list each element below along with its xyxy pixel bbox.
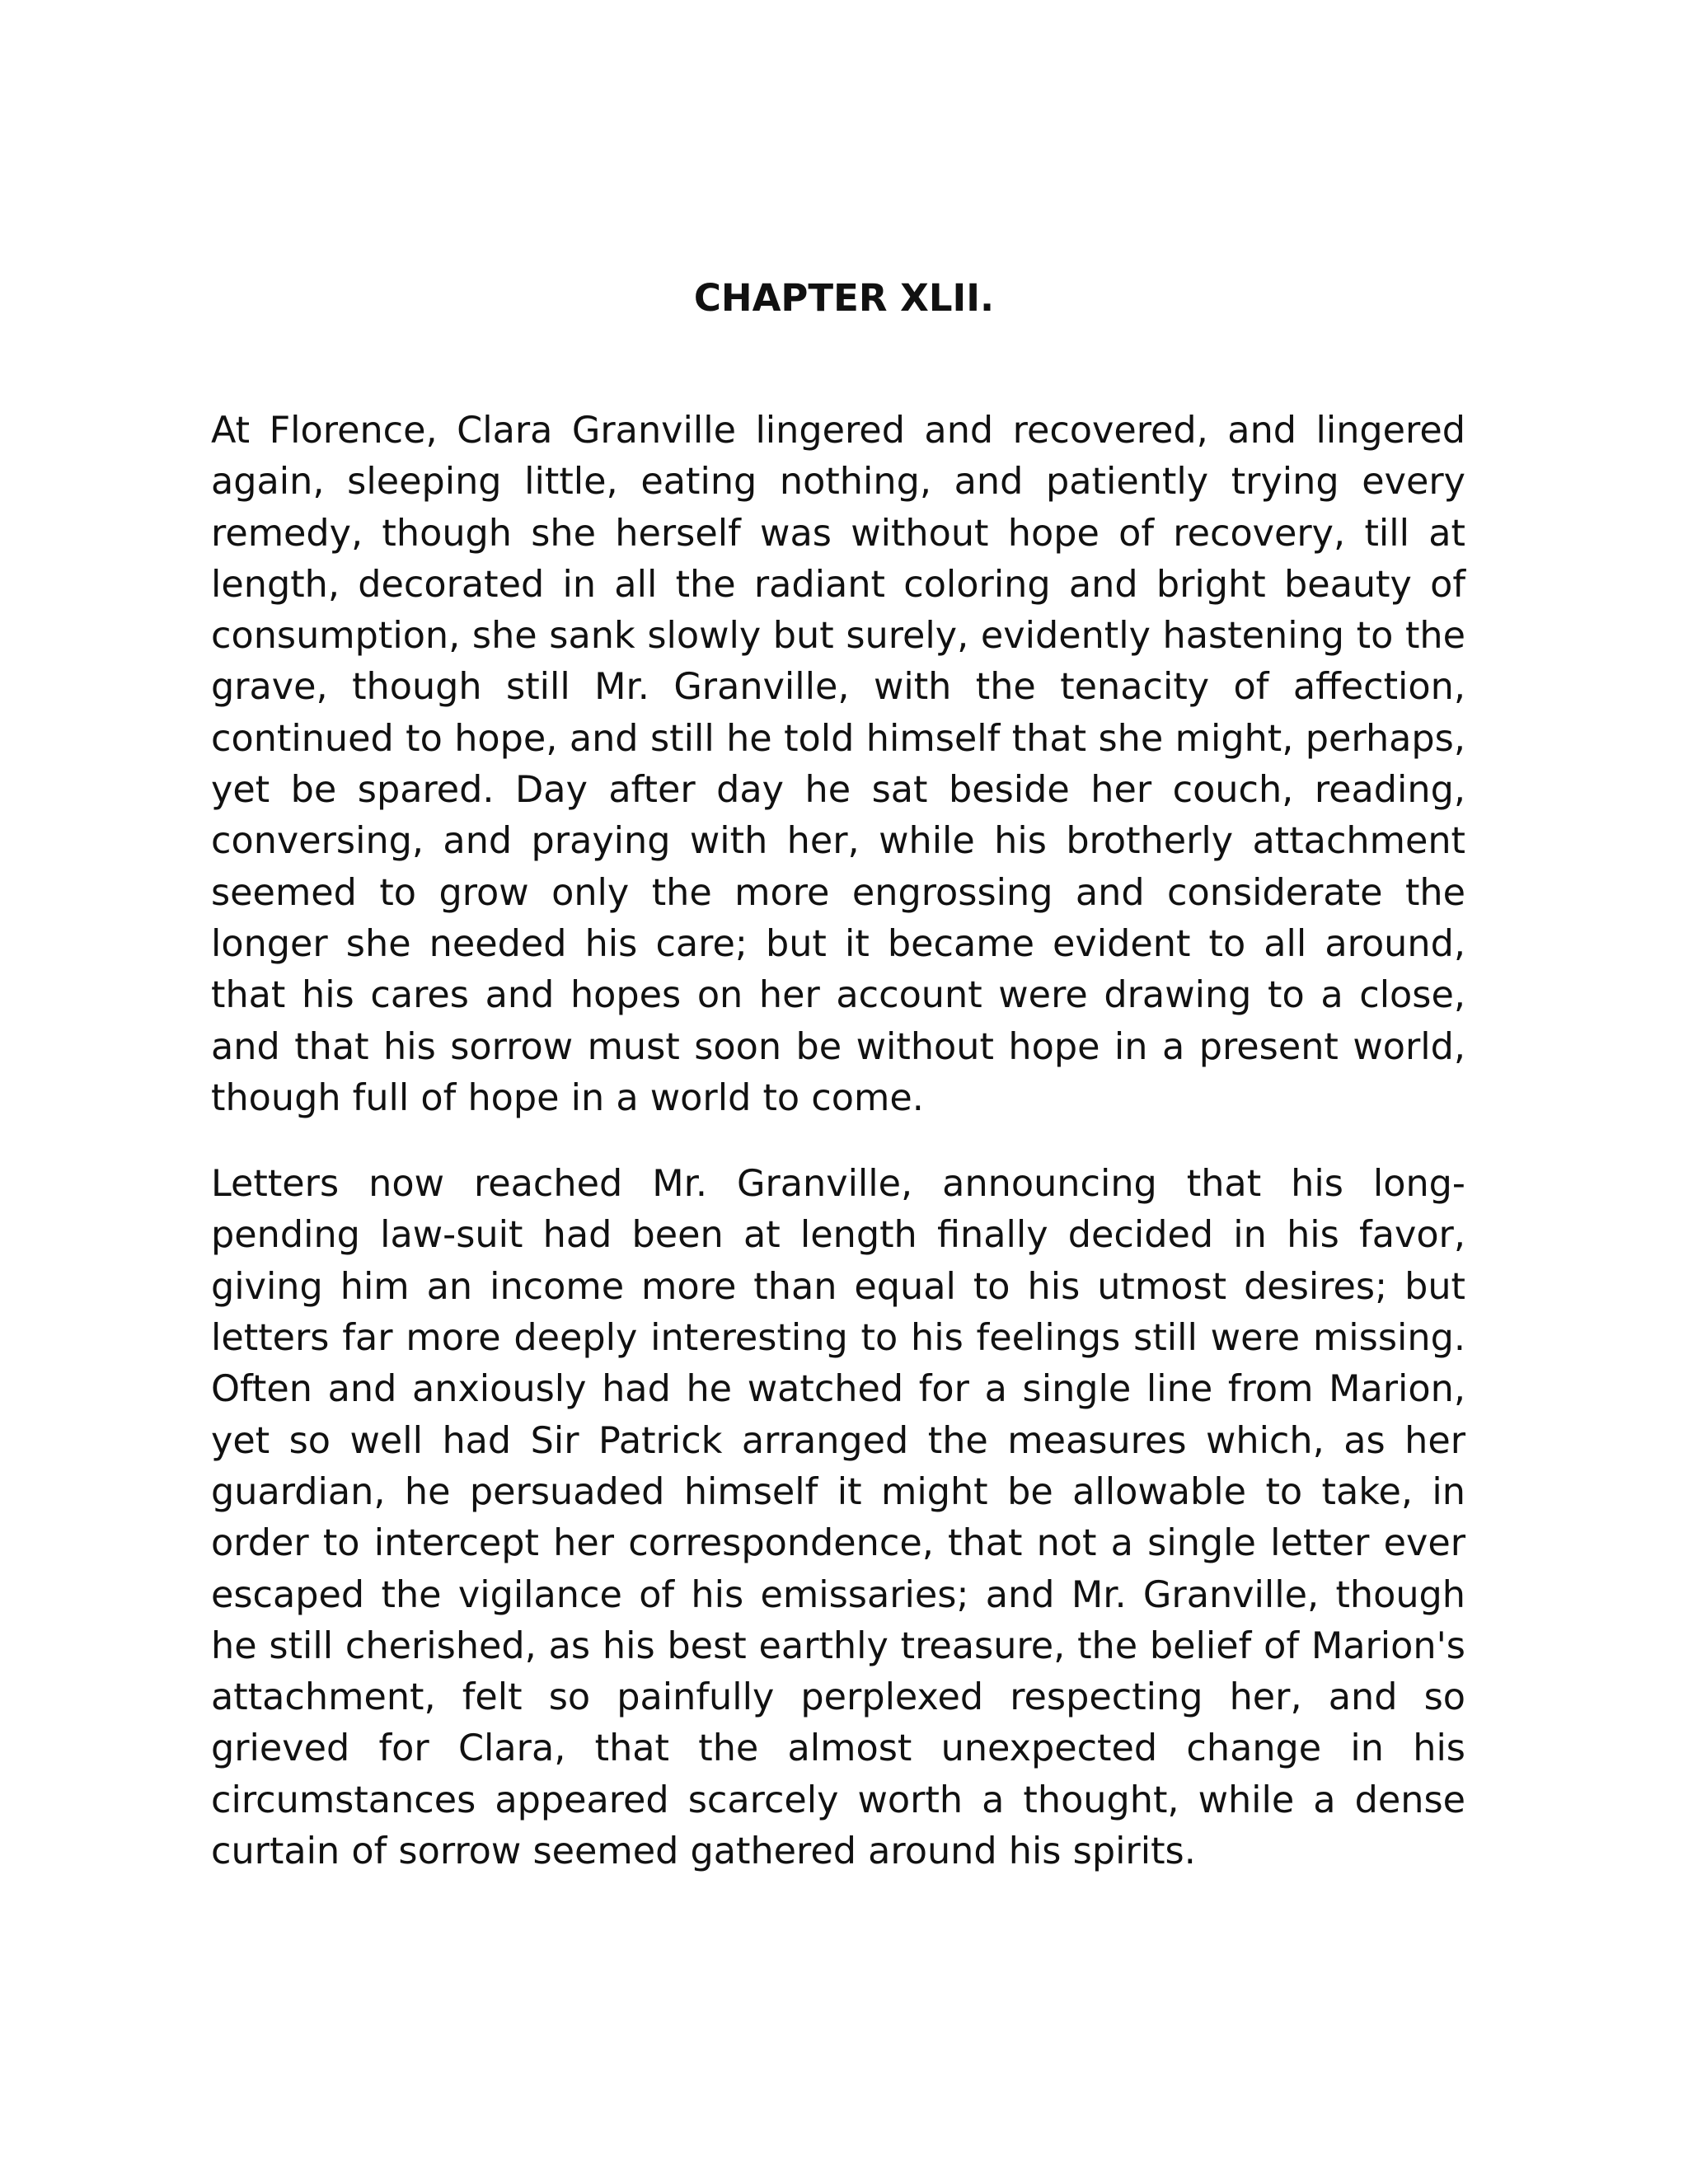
paragraph-2: Letters now reached Mr. Granville, announcing that his long-pending law-suit had been at length finally decided in his favor, giving him an income more than equal to his utmost desires; but letters far more deeply interesting to his feelings still were missing. Often and anxiously had he watched for a single line from Marion, yet so well had Sir Patrick arranged the measures which, as her guardian, he persuaded himself it might be allowable to take, in order to intercept her correspondence, that not a single letter ever escaped the vigilance of his emissaries; and Mr. Granville, though he still cherished, as his best earthly treasure, the belief of Marion's attachment, felt so painfully perplexed respecting her, and so grieved for Clara, that the almost unexpected change in his circumstances appeared scarcely worth a thought, while a dense curtain of sorrow seemed gathered around his spirits. bbox=[211, 1163, 1465, 1873]
chapter-title: CHAPTER XLII. bbox=[693, 276, 995, 320]
chapter-body bbox=[211, 405, 1465, 1912]
paragraph-1: At Florence, Clara Granville lingered and recovered, and lingered again, sleeping little, eating nothing, and patiently trying every remedy, though she herself was without hope of recovery, till at length, decorated in all the radiant coloring and bright beauty of consumption, she sank slowly but surely, evidently hastening to the grave, though still Mr. Granville, with the tenacity of affection, continued to hope, and still he told himself that she might, perhaps, yet be spared. Day after day he sat beside her couch, reading, conversing, and praying with her, while his brotherly attachment seemed to grow only the more engrossing and considerate the longer she needed his care; but it became evident to all around, that his cares and hopes on her account were drawing to a close, and that his sorrow must soon be without hope in a present world, though full of hope in a world to come. bbox=[211, 410, 1465, 1119]
